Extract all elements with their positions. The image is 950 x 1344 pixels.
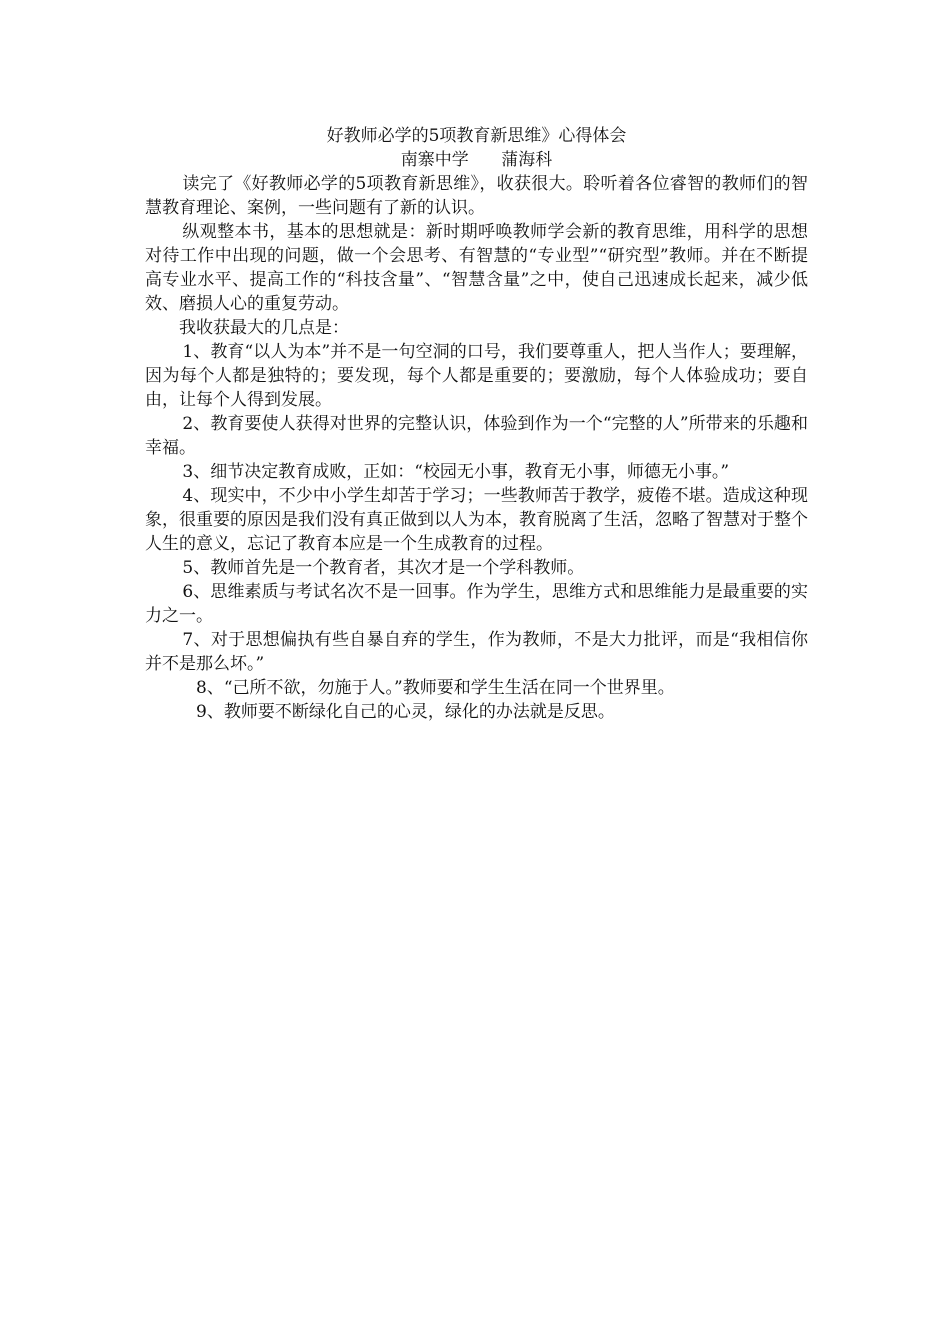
list-item: 7、对于思想偏执有些自暴自弃的学生，作为教师，不是大力批评，而是“我相信你并不是那么坏。” xyxy=(145,630,808,674)
list-item: 4、现实中，不少中小学生却苦于学习；一些教师苦于教学，疲倦不堪。造成这种现象，很重要的原因是我们没有真正做到以人为本，教育脱离了生活，忽略了智慧对于整个人生的意义，忘记了教育本应是一个生成教育的过程。 xyxy=(145,486,808,554)
list-item: 9、教师要不断绿化自己的心灵，绿化的办法就是反思。 xyxy=(196,702,615,722)
list-item: 5、教师首先是一个教育者，其次才是一个学科教师。 xyxy=(182,558,585,578)
list-item: 3、细节决定教育成败，正如：“校园无小事，教育无小事，师德无小事。” xyxy=(182,462,730,482)
list-item: 6、思维素质与考试名次不是一回事。作为学生，思维方式和思维能力是最重要的实力之一。 xyxy=(145,582,808,626)
paragraph: 我收获最大的几点是： xyxy=(179,318,349,338)
list-item: 1、教育“以人为本”并不是一句空洞的口号，我们要尊重人，把人当作人；要理解，因为每个人都是独特的；要发现，每个人都是重要的；要激励，每个人体验成功；要自由，让每个人得到发展。 xyxy=(145,342,808,410)
list-item: 2、教育要使人获得对世界的完整认识，体验到作为一个“完整的人”所带来的乐趣和幸福。 xyxy=(145,414,808,458)
paragraph: 纵观整本书，基本的思想就是：新时期呼唤教师学会新的教育思维，用科学的思想对待工作中出现的问题，做一个会思考、有智慧的“专业型”“研究型”教师。并在不断提高专业水平、提高工作的“科技含量”、“智慧含量”之中，使自己迅速成长起来，减少低效、磨损人心的重复劳动。 xyxy=(145,222,808,314)
list-item: 8、“己所不欲，勿施于人。”教师要和学生生活在同一个世界里。 xyxy=(196,678,675,698)
document-title: 好教师必学的5项教育新思维》心得体会 xyxy=(326,126,627,146)
document-body xyxy=(145,124,808,724)
author-line: 南寨中学 蒲海科 xyxy=(400,150,553,170)
paragraph: 读完了《好教师必学的5项教育新思维》，收获很大。聆听着各位睿智的教师们的智慧教育理论、案例，一些问题有了新的认识。 xyxy=(145,174,808,218)
